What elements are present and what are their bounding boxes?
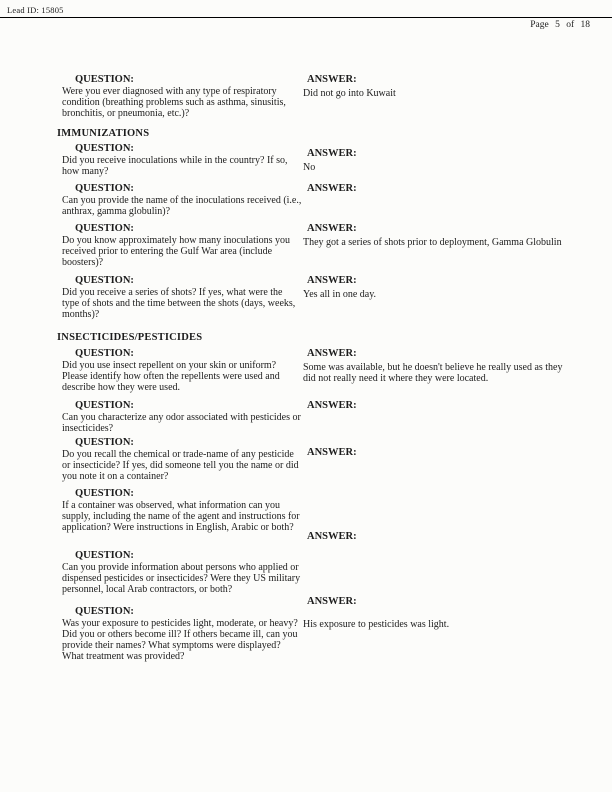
answer-label: ANSWER:: [307, 348, 357, 359]
question-text: Did you use insect repellent on your skin or uniform? Please identify how often the repellents were used and describe how they were used.: [62, 360, 280, 393]
answer-block: [303, 596, 563, 610]
page-number: Page 5 of 18: [530, 20, 590, 30]
question-label: QUESTION:: [75, 143, 134, 154]
answer-block: [303, 616, 563, 630]
question-label: QUESTION:: [75, 74, 134, 85]
question-label: QUESTION:: [75, 223, 134, 234]
question-label: QUESTION:: [75, 550, 134, 561]
answer-text: His exposure to pesticides was light.: [303, 619, 450, 630]
question-block: [62, 74, 302, 119]
answer-text: Some was available, but he doesn't believe he really used as they did not really need it where they were located.: [303, 362, 563, 384]
answer-label: ANSWER:: [307, 74, 357, 85]
question-label: QUESTION:: [75, 348, 134, 359]
question-label: QUESTION:: [75, 488, 134, 499]
question-text: If a container was observed, what information can you supply, including the name of the agent and instructions for application? Were instructions in English, Arabic or both?: [62, 500, 300, 533]
question-label: QUESTION:: [75, 400, 134, 411]
question-label: QUESTION:: [75, 437, 134, 448]
question-block: [62, 550, 302, 595]
answer-block: [303, 183, 563, 197]
question-block: [62, 488, 302, 533]
question-label: QUESTION:: [75, 183, 134, 194]
answer-block: [303, 400, 563, 414]
question-block: [62, 143, 302, 177]
answer-block: [303, 223, 563, 248]
section-heading-immunizations: IMMUNIZATIONS: [57, 128, 150, 139]
answer-label: ANSWER:: [307, 596, 357, 607]
question-block: [62, 437, 302, 482]
answer-block: [303, 447, 563, 461]
question-label: QUESTION:: [75, 606, 134, 617]
question-text: Can you characterize any odor associated with pesticides or insecticides?: [62, 412, 301, 434]
question-block: [62, 275, 302, 320]
answer-text: They got a series of shots prior to deployment, Gamma Globulin: [303, 237, 562, 248]
header-rule: [0, 17, 612, 18]
answer-text: No: [303, 162, 316, 173]
answer-block: [303, 531, 563, 545]
answer-label: ANSWER:: [307, 275, 357, 286]
answer-label: ANSWER:: [307, 223, 357, 234]
answer-label: ANSWER:: [307, 183, 357, 194]
question-label: QUESTION:: [75, 275, 134, 286]
answer-text: Did not go into Kuwait: [303, 88, 396, 99]
lead-id: Lead ID: 15805: [7, 5, 64, 15]
section-heading-insecticides: INSECTICIDES/PESTICIDES: [57, 332, 203, 343]
question-text: Did you receive a series of shots? If yes, what were the type of shots and the time between the shots (days, weeks, months)?: [62, 287, 296, 320]
question-block: [62, 223, 302, 268]
answer-block: [303, 148, 563, 173]
answer-label: ANSWER:: [307, 447, 357, 458]
answer-block: [303, 348, 563, 384]
question-text: Did you receive inoculations while in the country? If so, how many?: [62, 155, 288, 177]
answer-label: ANSWER:: [307, 148, 357, 159]
question-text: Were you ever diagnosed with any type of respiratory condition (breathing problems such as asthma, sinusitis, bronchitis, or pneumonia, etc.)?: [62, 86, 286, 119]
question-text: Do you know approximately how many inoculations you received prior to entering the Gulf War area (include boosters)?: [62, 235, 291, 268]
question-block: [62, 183, 302, 217]
question-text: Can you provide the name of the inoculations received (i.e., anthrax, gamma globulin)?: [62, 195, 302, 217]
question-block: [62, 348, 302, 393]
question-text: Can you provide information about persons who applied or dispensed pesticides or insecticides? Were they US military personnel, local Arab contractors, or both?: [62, 562, 301, 595]
answer-text: Yes all in one day.: [303, 289, 377, 300]
answer-block: [303, 74, 563, 99]
question-text: Was your exposure to pesticides light, moderate, or heavy? Did you or others become ill? If others became ill, can you provide their names? What symptoms were displayed? What treatment was provided?: [62, 618, 298, 662]
answer-label: ANSWER:: [307, 400, 357, 411]
question-block: [62, 400, 302, 434]
question-text: Do you recall the chemical or trade-name of any pesticide or insecticide? If yes, did someone tell you the name or did you note it on a container?: [62, 449, 299, 482]
answer-block: [303, 275, 563, 300]
answer-label: ANSWER:: [307, 531, 357, 542]
question-block: [62, 606, 302, 662]
